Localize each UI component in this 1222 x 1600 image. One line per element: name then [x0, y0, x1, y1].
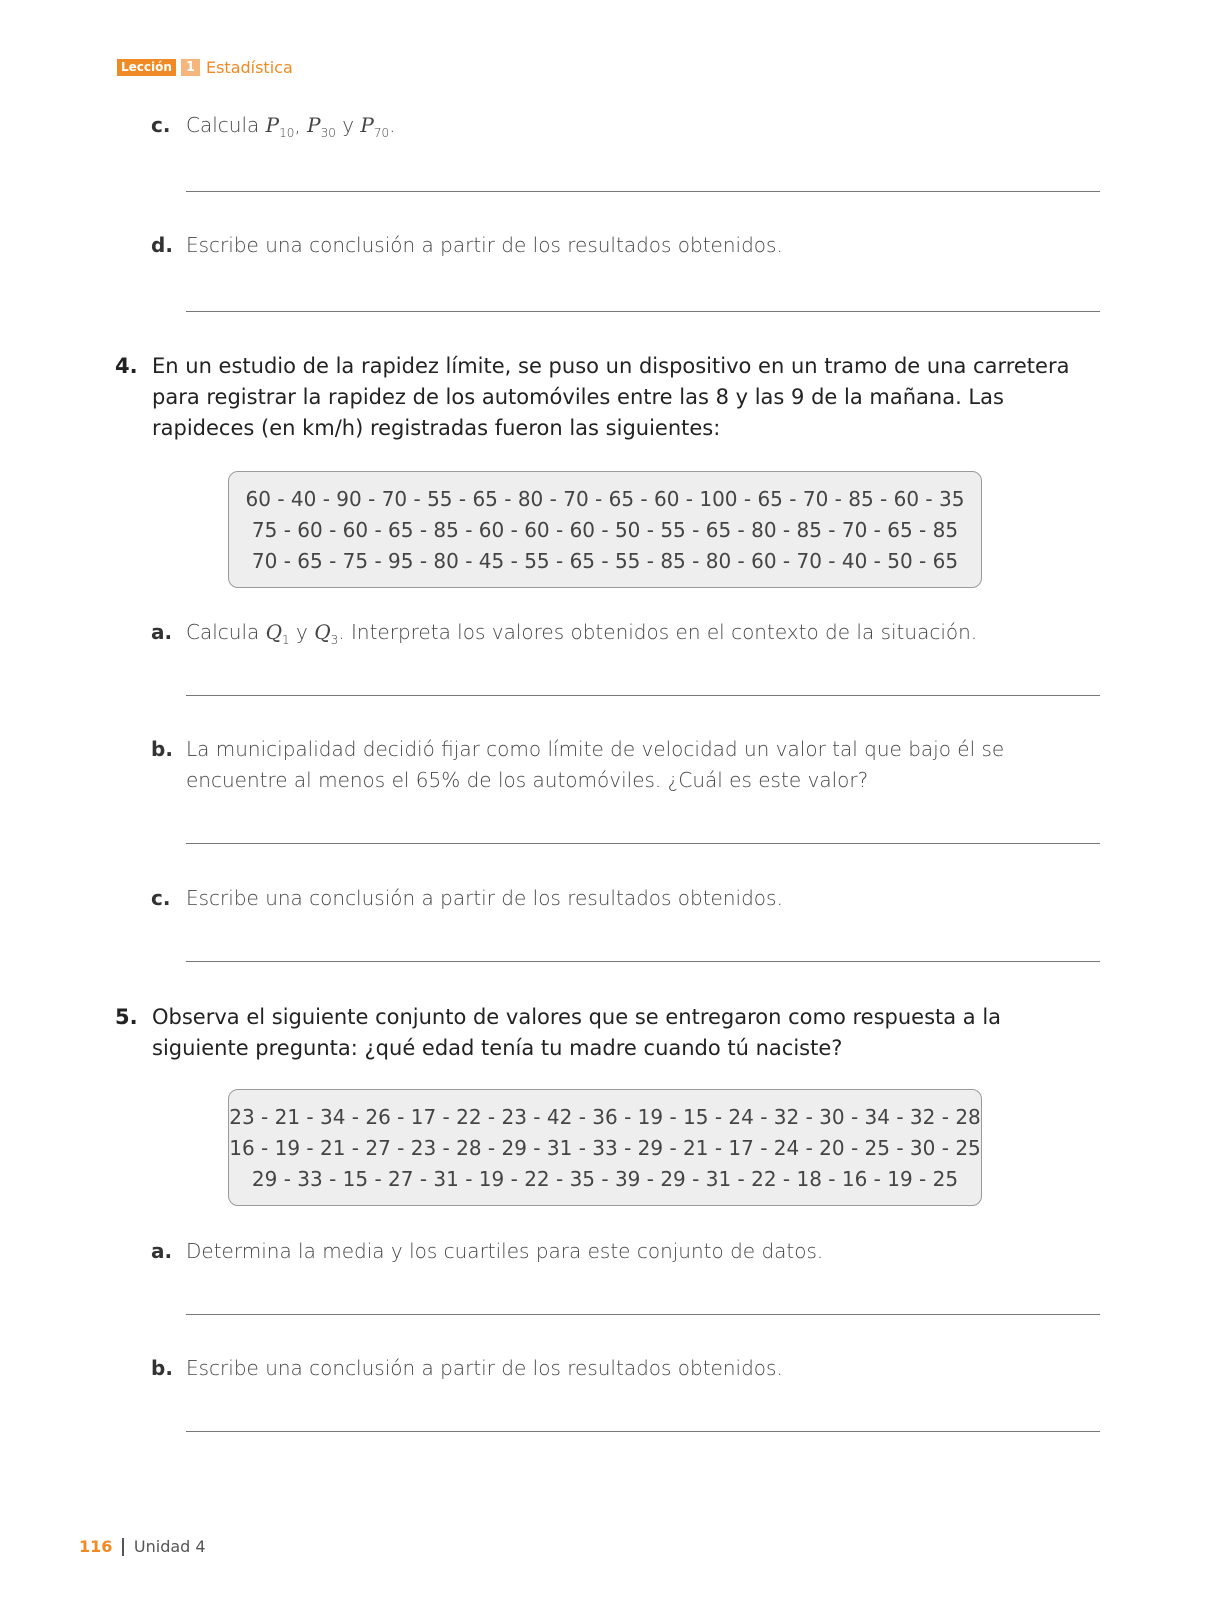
item-label: d. — [151, 233, 173, 257]
footer-divider — [122, 1538, 124, 1556]
page-footer — [79, 1537, 206, 1556]
math-p30 — [307, 113, 336, 140]
item-text — [186, 110, 1101, 144]
item-text: La municipalidad decidió fijar como límite de velocidad un valor tal que bajo él se encuentre al menos el 65% de los automóviles. ¿Cuál es este valor? — [186, 737, 1005, 792]
lesson-title: Estadística — [205, 58, 293, 77]
item-label: a. — [151, 1239, 173, 1263]
text-part: , — [294, 113, 308, 137]
lesson-tag: Lección — [117, 59, 176, 76]
math-symbol: P — [360, 113, 374, 137]
item-text: Escribe una conclusión a partir de los resultados obtenidos. — [186, 1356, 783, 1380]
text-part: y — [335, 113, 361, 137]
text-part: . — [389, 113, 396, 137]
answer-line[interactable] — [186, 1314, 1100, 1315]
math-index: 1 — [282, 633, 290, 647]
question-text: Observa el siguiente conjunto de valores que se entregaron como respuesta a la siguiente pregunta: ¿qué edad tenía tu madre cuando tú naciste? — [152, 1005, 1002, 1060]
exercise-5a — [151, 1236, 1101, 1267]
text-part: Calcula — [186, 620, 266, 644]
answer-line[interactable] — [186, 1431, 1100, 1432]
math-symbol: P — [307, 113, 321, 137]
math-symbol: P — [265, 113, 280, 137]
text-part: Calcula — [186, 113, 266, 137]
data-row: 16 - 19 - 21 - 27 - 23 - 28 - 29 - 31 - 33 - 29 - 21 - 17 - 24 - 20 - 25 - 30 - 25 — [229, 1136, 981, 1160]
text-part: y — [289, 620, 315, 644]
exercise-3d — [151, 230, 1101, 261]
exercise-4c — [151, 883, 1101, 914]
unit-label: Unidad 4 — [133, 1537, 206, 1556]
exercise-4a — [151, 617, 1101, 651]
item-label: b. — [151, 737, 173, 761]
math-index: 3 — [330, 633, 339, 647]
item-text: Escribe una conclusión a partir de los resultados obtenidos. — [186, 233, 783, 257]
data-row: 60 - 40 - 90 - 70 - 55 - 65 - 80 - 70 - 65 - 60 - 100 - 65 - 70 - 85 - 60 - 35 — [245, 487, 965, 511]
item-text: Determina la media y los cuartiles para este conjunto de datos. — [186, 1239, 824, 1263]
question-4 — [115, 351, 1075, 444]
math-p10 — [265, 113, 295, 140]
answer-line[interactable] — [186, 695, 1100, 696]
item-text — [186, 617, 1101, 651]
math-q3 — [314, 620, 339, 647]
data-row: 70 - 65 - 75 - 95 - 80 - 45 - 55 - 65 - 55 - 85 - 80 - 60 - 70 - 40 - 50 - 65 — [251, 549, 959, 573]
answer-line[interactable] — [186, 843, 1100, 844]
math-index: 10 — [279, 126, 295, 140]
question-number: 5. — [115, 1005, 138, 1029]
math-symbol: Q — [265, 620, 283, 644]
question-5 — [115, 1002, 1075, 1064]
lesson-header — [117, 58, 293, 77]
exercise-4b — [151, 734, 1101, 796]
text-part: . Interpreta los valores obtenidos en el contexto de la situación. — [338, 620, 978, 644]
data-row: 75 - 60 - 60 - 65 - 85 - 60 - 60 - 60 - 50 - 55 - 65 - 80 - 85 - 70 - 65 - 85 — [251, 518, 959, 542]
math-q1 — [265, 620, 290, 647]
item-label: c. — [151, 886, 171, 910]
lesson-number: 1 — [181, 59, 200, 76]
question-number: 4. — [115, 354, 138, 378]
item-label: c. — [151, 113, 171, 137]
data-row: 23 - 21 - 34 - 26 - 17 - 22 - 23 - 42 - 36 - 19 - 15 - 24 - 32 - 30 - 34 - 32 - 28 — [229, 1105, 981, 1129]
answer-line[interactable] — [186, 311, 1100, 312]
math-symbol: Q — [314, 620, 331, 644]
math-p70 — [360, 113, 390, 140]
age-data-box — [228, 1089, 982, 1206]
data-row: 29 - 33 - 15 - 27 - 31 - 19 - 22 - 35 - 39 - 29 - 31 - 22 - 18 - 16 - 19 - 25 — [251, 1167, 959, 1191]
exercise-3c — [151, 110, 1101, 144]
math-index: 30 — [320, 126, 336, 140]
math-index: 70 — [373, 126, 390, 140]
answer-line[interactable] — [186, 961, 1100, 962]
answer-line[interactable] — [186, 191, 1100, 192]
item-text: Escribe una conclusión a partir de los resultados obtenidos. — [186, 886, 783, 910]
speed-data-box — [228, 471, 982, 588]
page-number: 116 — [79, 1537, 113, 1556]
item-label: a. — [151, 620, 173, 644]
question-text: En un estudio de la rapidez límite, se puso un dispositivo en un tramo de una carretera para registrar la rapidez de los automóviles entre las 8 y las 9 de la mañana. Las rapideces (en km/h) registradas fueron las siguientes: — [152, 354, 1070, 440]
exercise-5b — [151, 1353, 1101, 1384]
item-label: b. — [151, 1356, 173, 1380]
